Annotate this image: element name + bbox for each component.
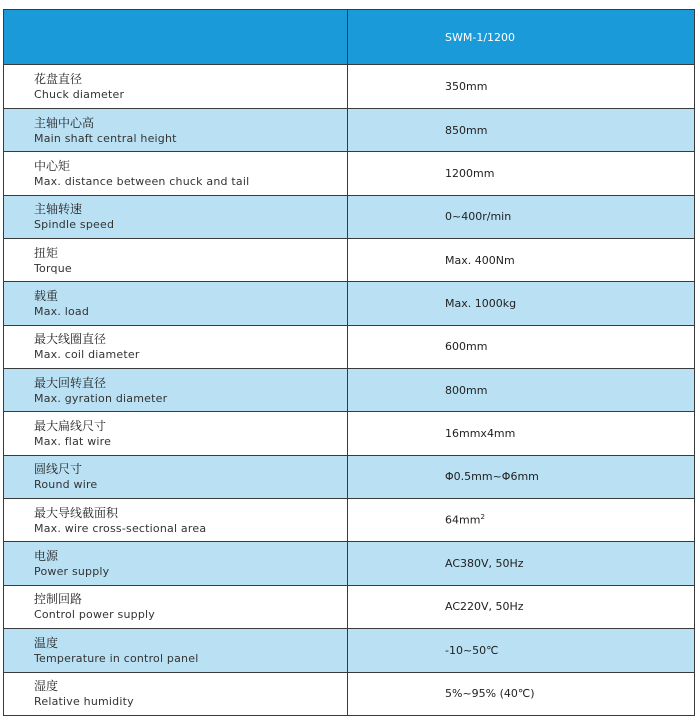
table-row [4, 455, 695, 498]
param-value: 16mmx4mm [348, 412, 695, 455]
param-value: AC380V, 50Hz [348, 542, 695, 585]
param-value: Max. 400Nm [348, 238, 695, 281]
param-name-zh: 电源 [34, 549, 59, 564]
param-label-cell [4, 195, 348, 238]
param-label-cell [4, 238, 348, 281]
param-label-cell [4, 672, 348, 716]
param-name-zh: 温度 [34, 635, 59, 650]
param-name-en: Torque [34, 261, 72, 275]
param-name-en: Max. wire cross-sectional area [34, 521, 207, 535]
param-value: Max. 1000kg [348, 282, 695, 325]
param-label-cell [4, 65, 348, 108]
param-value: 800mm [348, 368, 695, 411]
param-value: AC220V, 50Hz [348, 585, 695, 628]
table-row [4, 238, 695, 281]
param-name-zh: 最大线圈直径 [34, 332, 107, 347]
param-name-zh: 最大扁线尺寸 [34, 419, 107, 434]
param-name-en: Max. gyration diameter [34, 391, 168, 405]
param-value: 64mm [445, 514, 481, 528]
param-label-cell [4, 152, 348, 195]
param-label-cell [4, 585, 348, 628]
param-value: 5%~95% (40℃) [348, 672, 695, 716]
table-row [4, 585, 695, 628]
table-row [4, 325, 695, 368]
param-name-zh: 控制回路 [34, 592, 83, 607]
param-name-en: Max. coil diameter [34, 348, 140, 362]
table-row [4, 282, 695, 325]
table-row [4, 542, 695, 585]
param-name-en: Temperature in control panel [34, 651, 199, 665]
param-label-cell [4, 325, 348, 368]
param-name-en: Max. load [34, 304, 90, 318]
param-name-en: Max. distance between chuck and tail [34, 174, 250, 188]
param-name-en: Chuck diameter [34, 88, 125, 102]
param-label-cell [4, 499, 348, 542]
param-value: Φ0.5mm~Φ6mm [348, 455, 695, 498]
table-row [4, 672, 695, 716]
param-label-cell [4, 629, 348, 672]
param-name-zh: 中心矩 [34, 158, 71, 173]
param-name-zh: 湿度 [34, 679, 59, 694]
param-label-cell [4, 108, 348, 151]
param-value: 1200mm [348, 152, 695, 195]
param-label-cell [4, 412, 348, 455]
table-header-row [4, 10, 695, 65]
param-value: 600mm [348, 325, 695, 368]
param-name-en: Power supply [34, 565, 110, 579]
param-name-zh: 主轴中心高 [34, 115, 95, 130]
table-row [4, 195, 695, 238]
param-label-cell [4, 455, 348, 498]
table-row [4, 108, 695, 151]
param-name-zh: 圆线尺寸 [34, 462, 83, 477]
param-name-en: Round wire [34, 478, 98, 492]
header-model-cell: SWM-1/1200 [348, 10, 695, 65]
param-name-en: Relative humidity [34, 695, 134, 709]
table-row [4, 65, 695, 108]
param-name-en: Control power supply [34, 608, 155, 622]
param-value-with-superscript [348, 499, 695, 542]
param-value-superscript: 2 [480, 513, 485, 522]
table-row [4, 152, 695, 195]
header-label-cell [4, 10, 348, 65]
param-name-zh: 扭矩 [34, 245, 59, 260]
param-value: 850mm [348, 108, 695, 151]
param-label-cell [4, 542, 348, 585]
param-name-zh: 主轴转速 [34, 202, 83, 217]
param-label-cell [4, 282, 348, 325]
spec-table-body [4, 10, 695, 716]
table-row [4, 629, 695, 672]
param-name-zh: 最大导线截面积 [34, 505, 119, 520]
param-value: 0~400r/min [348, 195, 695, 238]
param-name-en: Spindle speed [34, 218, 115, 232]
param-name-zh: 载重 [34, 288, 59, 303]
param-name-en: Main shaft central height [34, 131, 177, 145]
param-name-zh: 花盘直径 [34, 72, 83, 87]
param-name-zh: 最大回转直径 [34, 375, 107, 390]
param-value: 350mm [348, 65, 695, 108]
param-name-en: Max. flat wire [34, 435, 112, 449]
spec-table [3, 9, 695, 716]
param-label-cell [4, 368, 348, 411]
table-row [4, 368, 695, 411]
table-row [4, 499, 695, 542]
param-value: -10~50℃ [348, 629, 695, 672]
table-row [4, 412, 695, 455]
